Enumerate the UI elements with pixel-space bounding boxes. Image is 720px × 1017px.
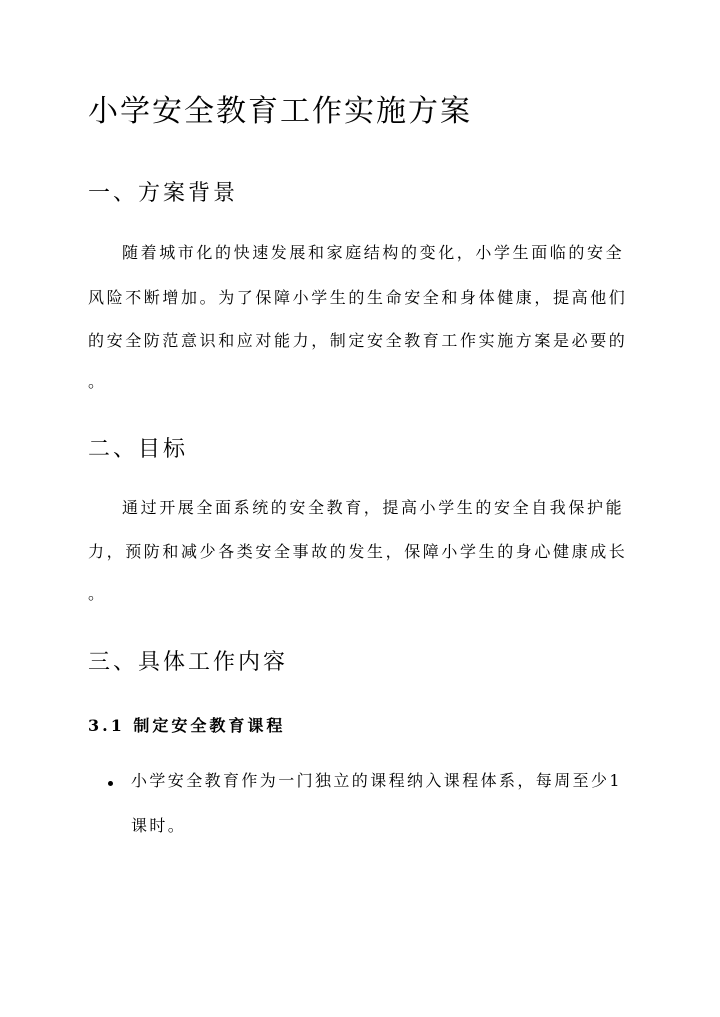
document-title: 小学安全教育工作实施方案 <box>88 94 472 129</box>
paragraph-line: 。 <box>88 372 107 391</box>
paragraph-line: 风险不断增加。为了保障小学生的生命安全和身体健康，提高他们 <box>88 288 628 307</box>
section-heading-work-content: 三、具体工作内容 <box>88 650 289 675</box>
bullet-dot-icon <box>108 781 113 786</box>
bullet-line: 课时。 <box>131 816 187 835</box>
section-heading-goals: 二、目标 <box>88 437 189 462</box>
paragraph-line: 的安全防范意识和应对能力，制定安全教育工作实施方案是必要的 <box>88 331 628 350</box>
paragraph-line: 力，预防和减少各类安全事故的发生，保障小学生的身心健康成长 <box>88 542 628 561</box>
paragraph-line: 随着城市化的快速发展和家庭结构的变化，小学生面临的安全 <box>122 243 625 262</box>
subsection-heading: 3.1 制定安全教育课程 <box>88 716 286 735</box>
bullet-line: 小学安全教育作为一门独立的课程纳入课程体系，每周至少1 <box>131 771 622 790</box>
section-heading-background: 一、方案背景 <box>88 181 239 206</box>
paragraph-line: 。 <box>88 584 107 603</box>
paragraph-line: 通过开展全面系统的安全教育，提高小学生的安全自我保护能 <box>122 498 625 517</box>
